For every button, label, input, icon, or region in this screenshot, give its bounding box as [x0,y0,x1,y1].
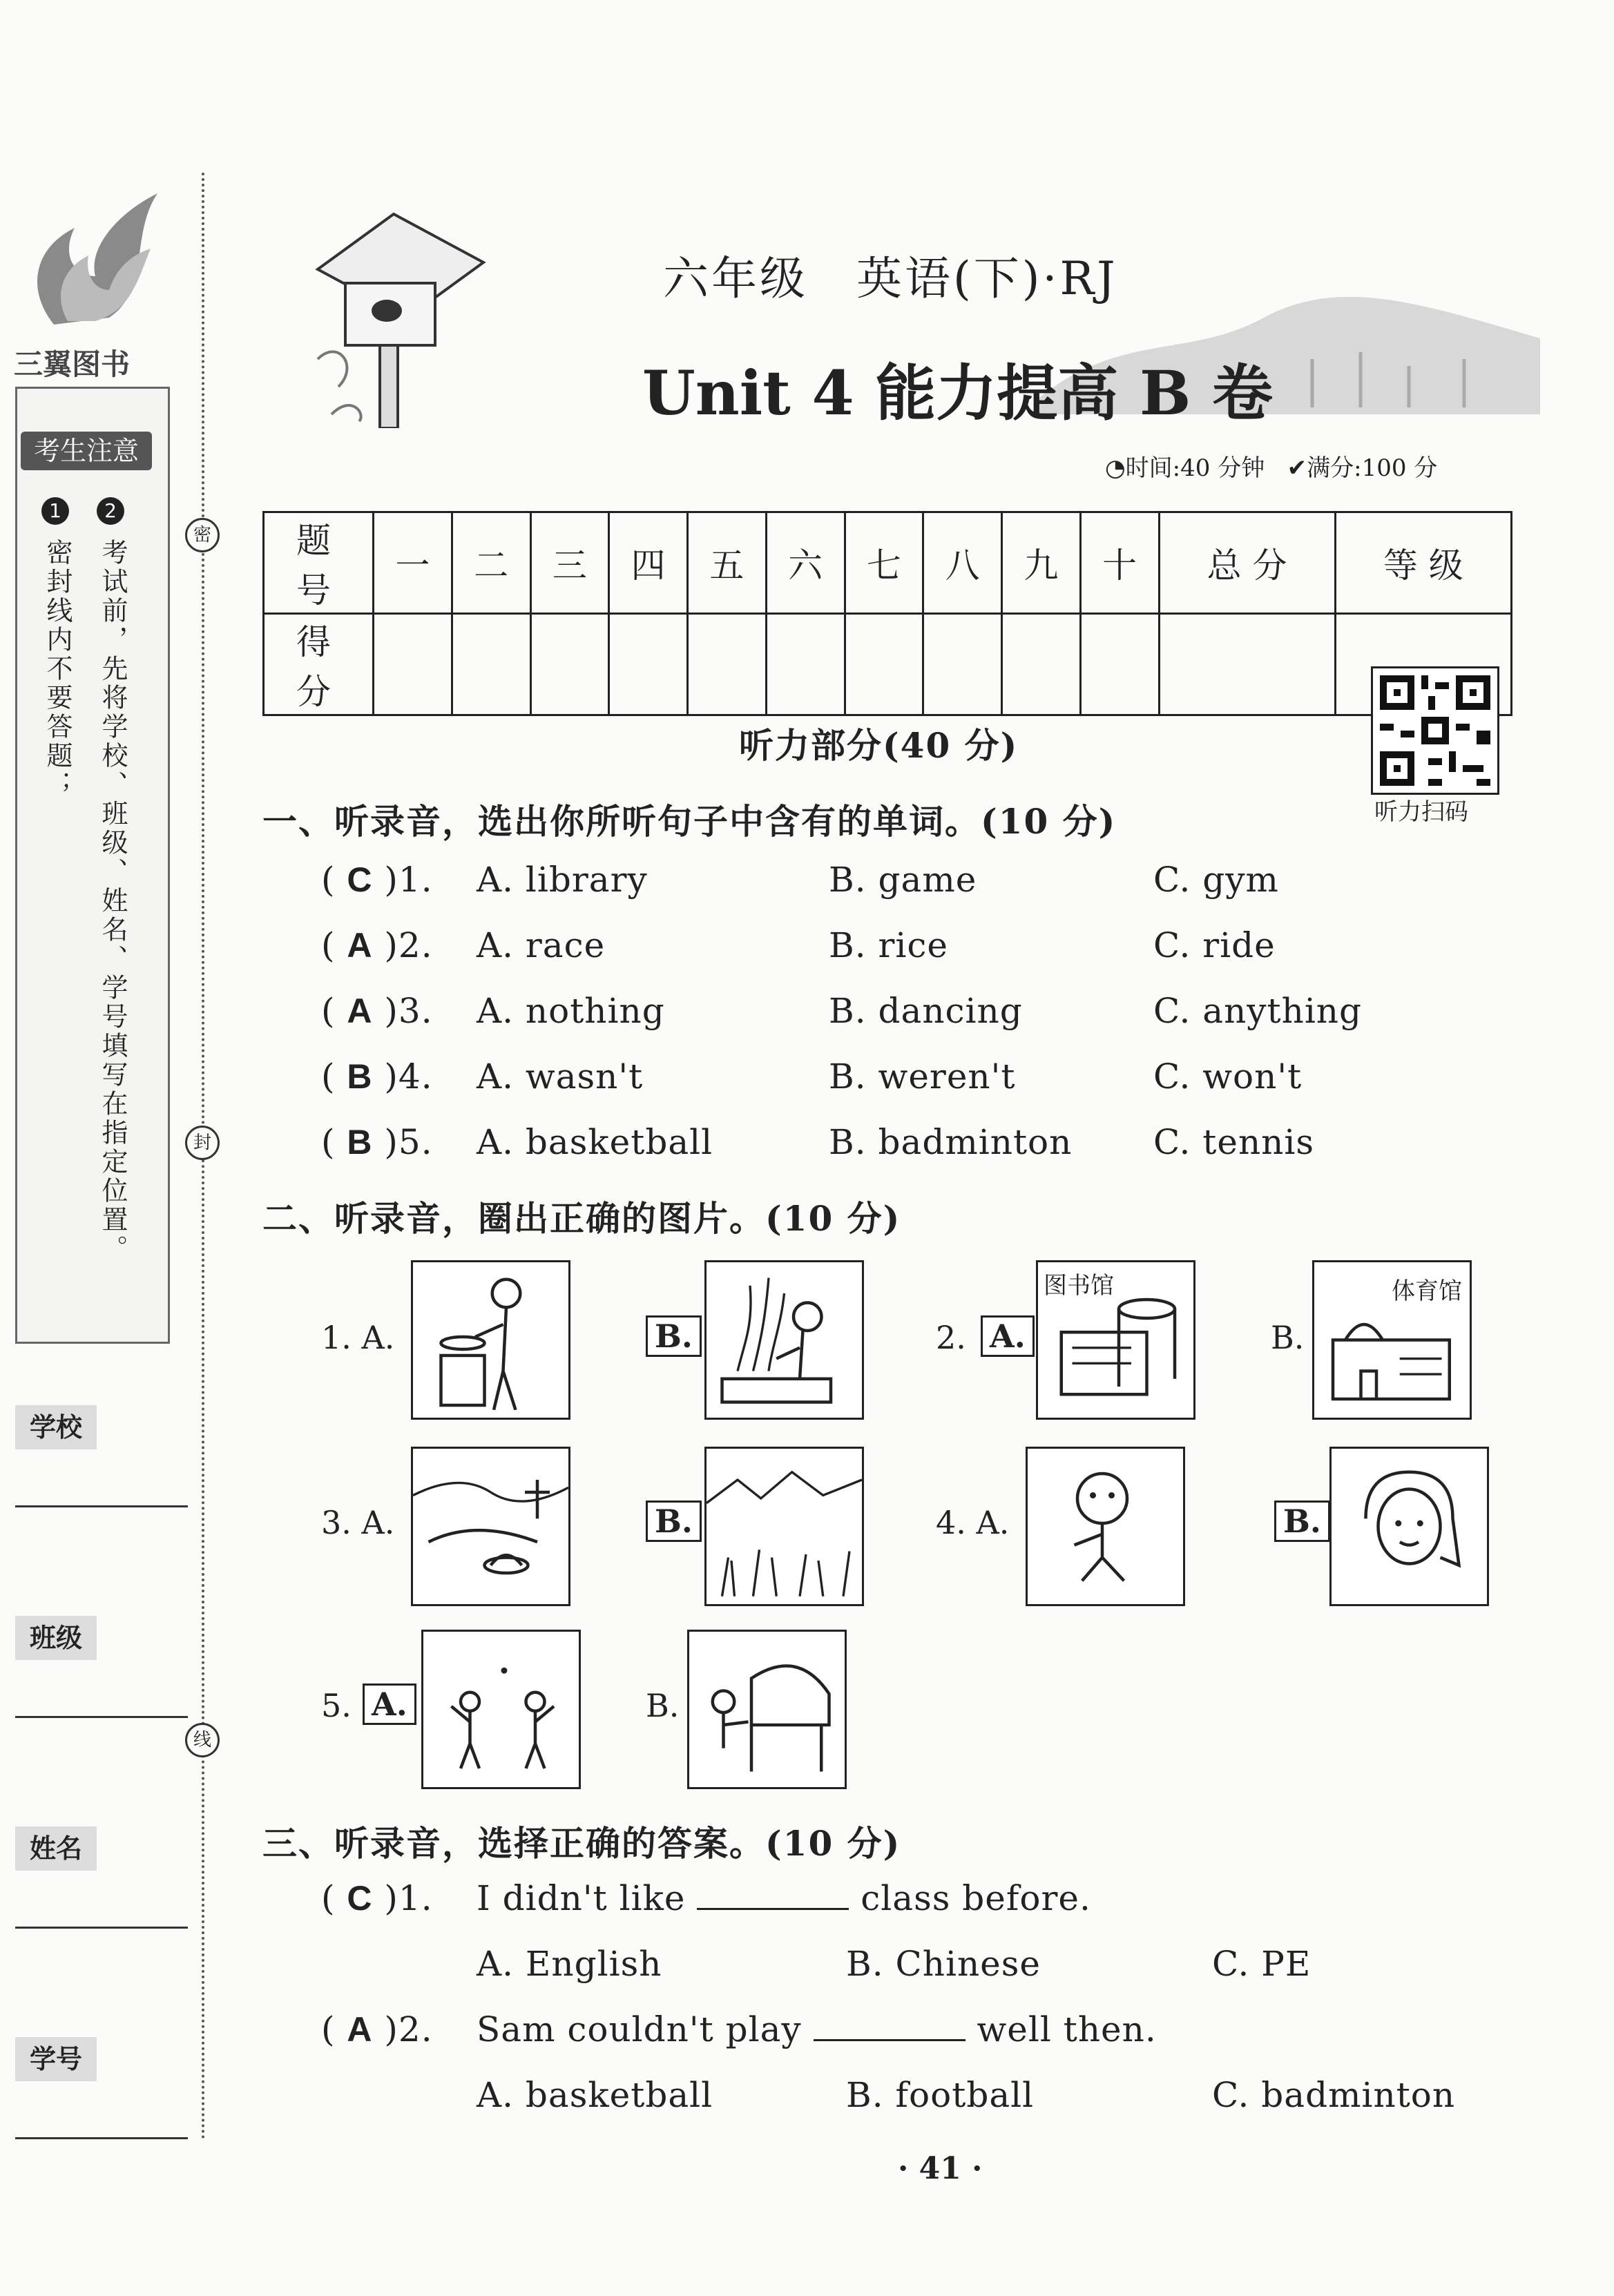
answer-blank[interactable]: ( A )2. [321,2009,433,2049]
score-cell: 二 [452,512,530,614]
q3-choice-b-selected[interactable]: B. [646,1501,702,1542]
option-c[interactable]: C. PE [1212,1944,1312,1984]
notice-title: 考生注意 [21,432,152,470]
q3-label: 3. A. [321,1504,395,1541]
field-school-line[interactable] [15,1505,188,1507]
option-a[interactable]: A. nothing [477,991,665,1031]
q5-choice-b[interactable]: B. [646,1687,680,1724]
q1-picture-b[interactable] [704,1260,864,1420]
brand-name: 三翼图书 [14,347,131,381]
unit-title: Unit 4 能力提高 B 卷 [642,357,1273,429]
option-b[interactable]: B. Chinese [846,1944,1041,1984]
exam-meta [1105,449,1437,483]
score-entry[interactable] [845,614,923,715]
score-cell: 一 [374,512,452,614]
option-a[interactable]: A. basketball [477,2075,713,2115]
score-table-header-row [264,512,1512,614]
birdhouse-illustration [290,207,497,428]
score-entry[interactable] [923,614,1002,715]
score-cell: 八 [923,512,1002,614]
answer-blank[interactable]: ( A )3. [321,991,433,1031]
q5-picture-b[interactable] [687,1630,847,1789]
q5-picture-a[interactable] [421,1630,581,1789]
q4-picture-a[interactable] [1026,1447,1185,1606]
option-c[interactable]: C. won't [1153,1057,1303,1097]
q2-picture-b-gym[interactable] [1312,1260,1472,1420]
option-c[interactable]: C. ride [1153,925,1276,965]
field-id-label: 学号 [15,2037,97,2081]
field-class-label: 班级 [15,1616,97,1660]
badminton-players-icon [423,1632,579,1787]
score-entry[interactable] [609,614,688,715]
option-b[interactable]: B. dancing [829,991,1023,1031]
girl-face-icon [1332,1449,1487,1604]
field-school-label: 学校 [15,1405,97,1449]
birdhouse-icon [290,207,497,428]
girl-sitting-icon [1028,1449,1183,1604]
qr-code-icon [1373,668,1497,793]
score-entry[interactable] [766,614,845,715]
q1-picture-a[interactable] [411,1260,570,1420]
option-a[interactable]: A. library [477,860,648,900]
score-cell: 三 [530,512,609,614]
score-cell: 九 [1002,512,1081,614]
question-stem: Sam couldn't play well then. [477,2009,1157,2049]
score-cell: 等 级 [1335,512,1511,614]
question-stem: I didn't like class before. [477,1878,1091,1918]
score-row-label: 得 分 [264,614,374,715]
park-scene-icon [413,1449,568,1604]
q4-choice-a[interactable]: 4. A. [936,1504,1010,1541]
girl-cooking-icon [413,1262,568,1418]
answer-blank[interactable]: ( B )5. [321,1122,433,1162]
score-table-score-row [264,614,1512,715]
seal-feng: 封 [185,1126,220,1160]
option-a[interactable]: A. race [477,925,606,965]
score-cell: 五 [688,512,767,614]
answer-blank[interactable]: ( C )1. [321,860,433,900]
answer-blank[interactable]: ( C )1. [321,1878,433,1918]
grassland-icon [707,1449,862,1604]
page-number: · 41 · [898,2151,983,2186]
option-b[interactable]: B. football [846,2075,1035,2115]
score-entry[interactable] [374,614,452,715]
option-c[interactable]: C. tennis [1153,1122,1314,1162]
score-table [262,511,1512,716]
fill-blank[interactable] [697,1880,849,1910]
grade-title: 六年级 英语(下)·RJ [663,252,1118,305]
field-name-label: 姓名 [15,1826,97,1871]
flame-logo-icon [12,173,164,331]
option-b[interactable]: B. rice [829,925,949,965]
answer-blank[interactable]: ( B )4. [321,1057,433,1097]
boy-playing-piano-icon [689,1632,845,1787]
score-cell: 四 [609,512,688,614]
score-entry[interactable] [1002,614,1081,715]
option-c[interactable]: C. badminton [1212,2075,1456,2115]
qr-label: 听力扫码 [1374,798,1468,826]
section1-title: 一、听录音，选出你所听句子中含有的单词。(10 分) [262,801,1117,842]
answer-blank[interactable]: ( A )2. [321,925,433,965]
rule2-number: 2 [97,497,124,525]
option-b[interactable]: B. game [829,860,977,900]
brand-logo [12,173,164,331]
q2-choice-a-selected[interactable]: A. [981,1315,1035,1357]
option-b[interactable]: B. badminton [829,1122,1073,1162]
option-a[interactable]: A. basketball [477,1122,713,1162]
option-a[interactable]: A. English [477,1944,662,1984]
notice-rule-1: 密封线内不要答题； [42,539,73,800]
check-icon: ✔ [1287,454,1307,482]
seal-mi: 密 [185,518,220,552]
option-b[interactable]: B. weren't [829,1057,1016,1097]
section3-title: 三、听录音，选择正确的答案。(10 分) [262,1823,901,1864]
score-cell: 七 [845,512,923,614]
option-a[interactable]: A. wasn't [477,1057,644,1097]
option-c[interactable]: C. anything [1153,991,1363,1031]
q5-label: 5. [321,1687,352,1724]
listening-title: 听力部分(40 分) [739,725,1019,766]
score-entry[interactable] [1080,614,1159,715]
score-cell: 题 号 [264,512,374,614]
score-entry[interactable] [688,614,767,715]
q3-picture-a[interactable] [411,1447,570,1606]
rule1-number: 1 [41,497,69,525]
section2-title: 二、听录音，圈出正确的图片。(10 分) [262,1198,901,1239]
gym-sign: 体育馆 [1392,1277,1462,1305]
q4-picture-b[interactable] [1329,1447,1489,1606]
field-id-line[interactable] [15,2137,188,2139]
field-name-line[interactable] [15,1927,188,1929]
q2-label: 2. [936,1319,966,1356]
q2-choice-b[interactable]: B. [1271,1319,1305,1356]
library-sign: 图书馆 [1044,1272,1114,1300]
option-c[interactable]: C. gym [1153,860,1279,900]
score-cell: 十 [1080,512,1159,614]
qr-code[interactable] [1371,666,1499,795]
q2-picture-a-library[interactable] [1036,1260,1195,1420]
clock-icon: ◔ [1105,454,1126,482]
q3-picture-b[interactable] [704,1447,864,1606]
fill-blank[interactable] [814,2012,965,2041]
q1-choice-b-selected[interactable]: B. [646,1315,702,1357]
score-entry[interactable] [452,614,530,715]
notice-box [15,387,170,1344]
full-score: 满分:100 分 [1307,454,1438,482]
seal-xian: 线 [185,1723,220,1757]
score-entry[interactable] [1159,614,1335,715]
q5-choice-a-selected[interactable]: A. [363,1684,416,1725]
q4-choice-b-selected[interactable]: B. [1274,1501,1330,1542]
score-cell: 总 分 [1159,512,1335,614]
score-cell: 六 [766,512,845,614]
notice-rule-2: 考试前，先将学校、班级、姓名、学号填写在指定位置。 [97,539,128,1264]
score-entry[interactable] [530,614,609,715]
boy-cooking-fire-icon [707,1262,862,1418]
time-limit: 时间:40 分钟 [1125,454,1265,482]
field-class-line[interactable] [15,1716,188,1718]
q1-label: 1. A. [321,1319,395,1356]
